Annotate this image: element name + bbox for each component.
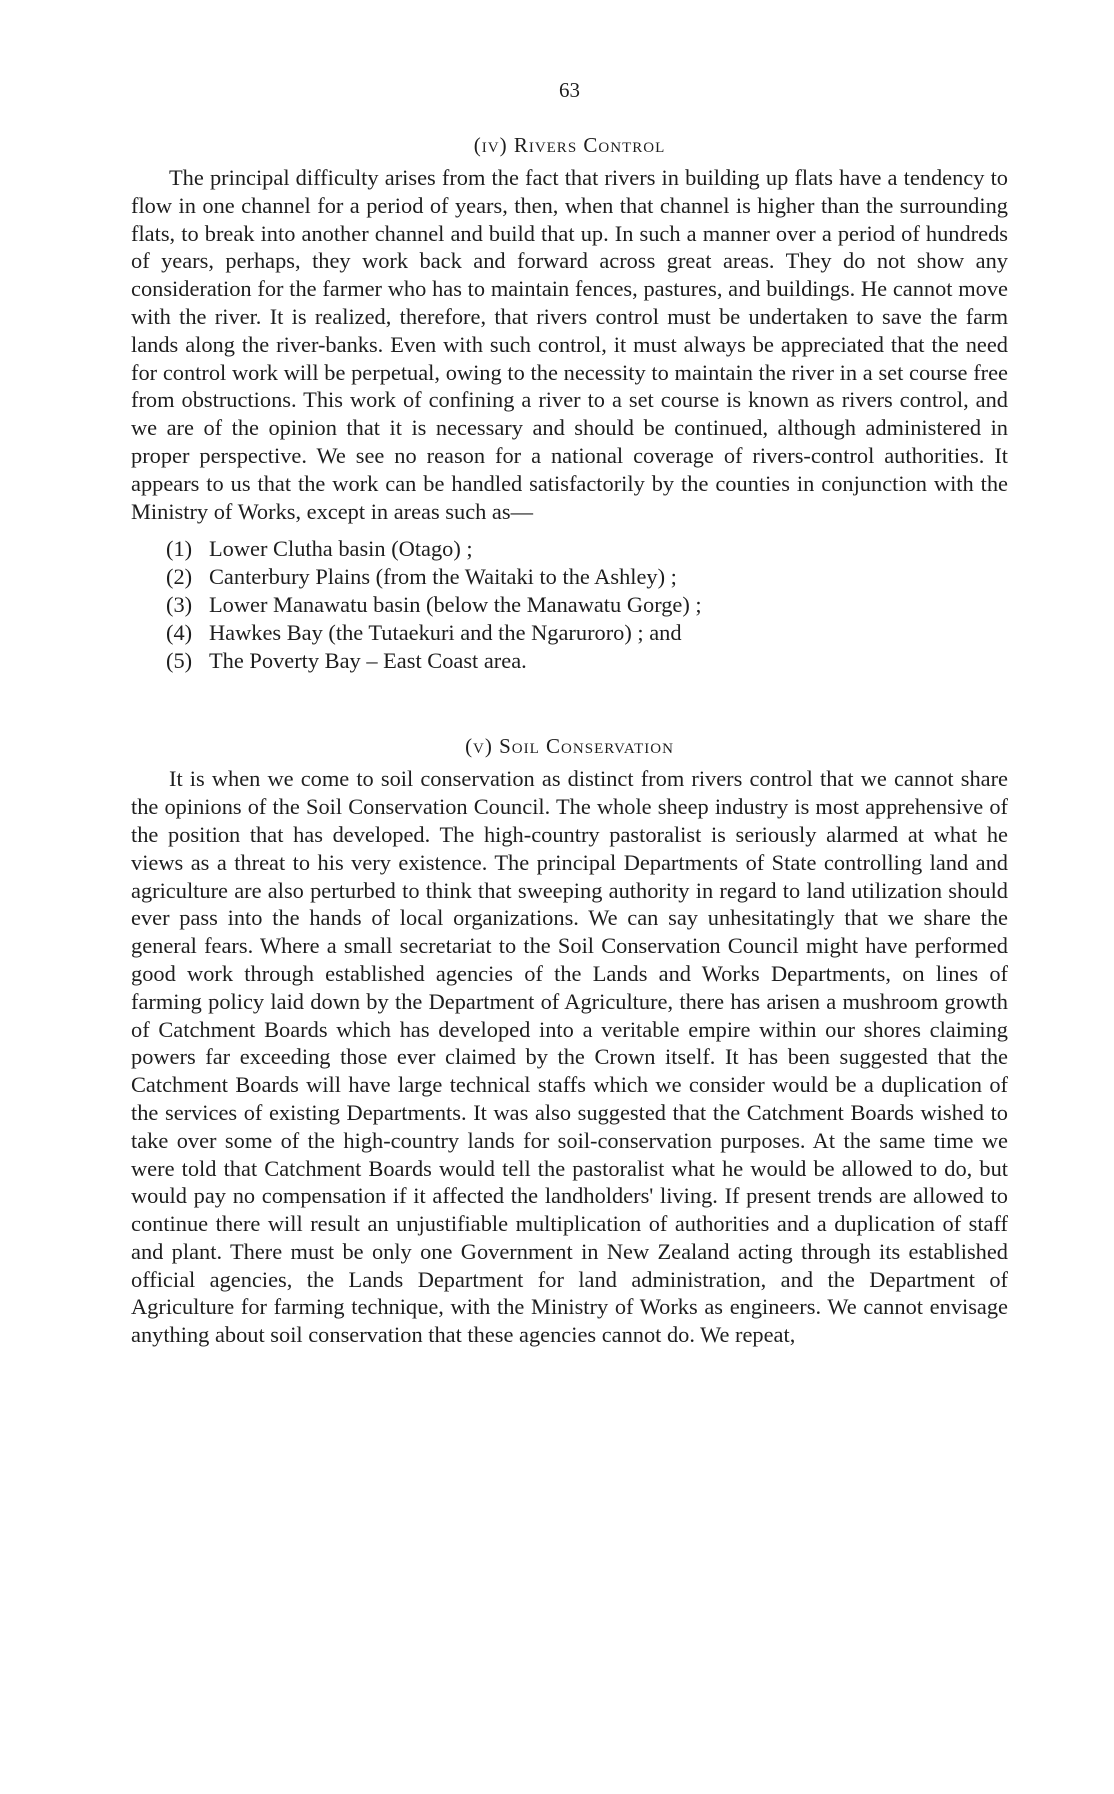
list-item-number: (4) <box>166 619 193 645</box>
page-number: 63 <box>559 78 580 102</box>
list-item-text: Lower Clutha basin (Otago) ; <box>209 536 473 562</box>
list-item-text: The Poverty Bay – East Coast area. <box>209 647 527 673</box>
river-areas-list <box>166 535 1008 674</box>
document-page <box>131 78 1008 1349</box>
list-item-number: (1) <box>166 536 193 562</box>
section-heading-rivers-control: (iv) Rivers Control <box>473 133 666 157</box>
list-item <box>166 563 1008 591</box>
paragraph-soil-conservation: It is when we come to soil conservation as distinct from rivers control that we cannot share the opinions of the Soil Conservation Council. The whole sheep industry is most apprehensive of the position that has developed. The high-country pastoralist is seriously alarmed at what he views as a threat to his very existence. The principal Departments of State controlling land and agriculture are also perturbed to think that sweeping authority in regard to land utilization should ever pass into the hands of local organizations. We can say unhesitatingly that we share the general fears. Where a small secretariat to the Soil Conservation Council might have performed good work through established agencies of the Lands and Works Departments, on lines of farming policy laid down by the Department of Agriculture, there has arisen a mushroom growth of Catchment Boards which has developed into a veritable empire within our shores claiming powers far exceeding those ever claimed by the Crown itself. It has been suggested that the Catchment Boards will have large technical staffs which we consider would be a duplication of the services of existing Departments. It was also suggested that the Catchment Boards wished to take over some of the high-country lands for soil-conservation purposes. At the same time we were told that Catchment Boards would tell the pastoralist what he would be allowed to do, but would pay no compensation if it affected the landholders' living. If present trends are allowed to continue there will result an unjustifiable multiplication of authorities and a duplication of staff and plant. There must be only one Government in New Zealand acting through its established official agencies, the Lands Department for land administration, and the Department of Agriculture for farming technique, with the Ministry of Works as engineers. We cannot envisage anything about soil conservation that these agencies cannot do. We repeat, <box>131 766 1008 1348</box>
list-item-number: (3) <box>166 591 193 617</box>
list-item-text: Lower Manawatu basin (below the Manawatu Gorge) ; <box>209 591 702 617</box>
list-item <box>166 591 1008 619</box>
list-item-text: Hawkes Bay (the Tutaekuri and the Ngaruroro) ; and <box>209 619 682 645</box>
list-item <box>166 535 1008 563</box>
paragraph-rivers-control: The principal difficulty arises from the fact that rivers in building up flats have a tendency to flow in one channel for a period of years, then, when that channel is higher than the surrounding flats, to break into another channel and build that up. In such a manner over a period of hundreds of years, perhaps, they work back and forward across great areas. They do not show any consideration for the farmer who has to maintain fences, pastures, and buildings. He cannot move with the river. It is realized, therefore, that rivers control must be undertaken to save the farm lands along the river-banks. Even with such control, it must always be appreciated that the need for control work will be perpetual, owing to the necessity to maintain the river in a set course free from obstructions. This work of confining a river to a set course is known as rivers control, and we are of the opinion that it is necessary and should be continued, although administered in proper perspective. We see no reason for a national coverage of rivers-control authorities. It appears to us that the work can be handled satisfactorily by the counties in conjunction with the Ministry of Works, except in areas such as— <box>131 165 1008 524</box>
list-item-text: Canterbury Plains (from the Waitaki to the Ashley) ; <box>209 564 677 590</box>
list-item-number: (2) <box>166 564 193 590</box>
list-item <box>166 619 1008 647</box>
list-item <box>166 647 1008 675</box>
section-spacer <box>131 674 1008 734</box>
list-item-number: (5) <box>166 647 193 673</box>
section-heading-soil-conservation: (v) Soil Conservation <box>465 734 674 759</box>
